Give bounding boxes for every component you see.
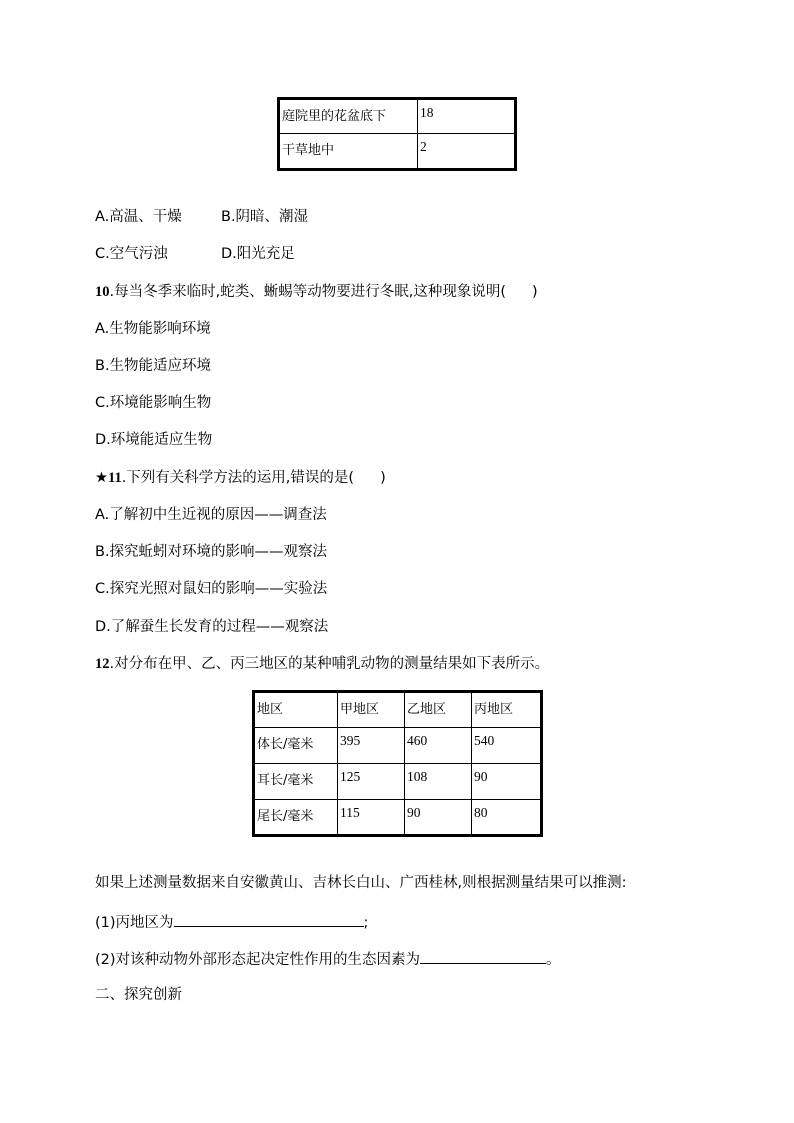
q11-option-d: D.了解蚕生长发育的过程——观察法 [95, 619, 329, 635]
q12-sub1-answer-blank[interactable] [174, 910, 364, 927]
q9-option-d: D.阳光充足 [221, 246, 295, 262]
table-cell: 90 [472, 764, 542, 800]
q9-option-c: C.空气污浊 [95, 246, 168, 262]
section-title: 二、探究创新 [95, 987, 182, 1003]
q10-stem [95, 282, 538, 302]
table-header-cell: 甲地区 [338, 692, 405, 728]
q10-option-b: B.生物能适应环境 [95, 358, 212, 374]
q12-stem [95, 654, 549, 674]
q9-options-row1 [95, 207, 308, 227]
table-cell: 耳长/毫米 [254, 764, 338, 800]
q11-stem [95, 468, 386, 488]
table-cell: 90 [405, 800, 472, 836]
q10-number: 10 [95, 284, 110, 300]
q12-sub2-answer-blank[interactable] [420, 947, 546, 964]
q10-option-a: A.生物能影响环境 [95, 321, 211, 337]
q10-close-paren: ) [531, 284, 538, 300]
table-cell: 干草地中 [279, 134, 418, 170]
q11-option-c: C.探究光照对鼠妇的影响——实验法 [95, 581, 328, 597]
q9-options-row2 [95, 244, 295, 264]
q10-text: .每当冬季来临时,蛇类、蜥蜴等动物要进行冬眠,这种现象说明( [109, 284, 506, 300]
table-cell: 尾长/毫米 [254, 800, 338, 836]
table-row [279, 99, 516, 134]
table-cell: 108 [405, 764, 472, 800]
q12-sub2-suffix: 。 [546, 952, 561, 968]
table-cell: 460 [405, 728, 472, 764]
table-row [254, 764, 542, 800]
table-cell: 庭院里的花盆底下 [279, 99, 418, 134]
measurement-table [252, 690, 543, 837]
table-cell: 2 [418, 134, 516, 170]
table-row [279, 134, 516, 170]
table-cell: 540 [472, 728, 542, 764]
habitat-table [277, 97, 517, 171]
q11-close-paren: ) [380, 470, 386, 486]
q11-text: .下列有关科学方法的运用,错误的是( [121, 470, 355, 486]
q9-option-b: B.阴暗、潮湿 [221, 209, 309, 225]
q10-option-d: D.环境能适应生物 [95, 432, 213, 448]
table-header-cell: 丙地区 [472, 692, 542, 728]
star-icon: ★ [95, 470, 108, 486]
q12-sub2 [95, 947, 561, 970]
q12-sub1-prefix: (1)丙地区为 [95, 915, 174, 931]
q12-sub1-suffix: ; [363, 915, 369, 931]
q12-number: 12 [95, 656, 110, 672]
q11-number: 11 [108, 470, 122, 486]
table-cell: 80 [472, 800, 542, 836]
q12-intro: 如果上述测量数据来自安徽黄山、吉林长白山、广西桂林,则根据测量结果可以推测: [95, 875, 627, 891]
q12-sub2-prefix: (2)对该种动物外部形态起决定性作用的生态因素为 [95, 952, 421, 968]
table-header-row [254, 692, 542, 728]
table-cell: 115 [338, 800, 405, 836]
q12-text: .对分布在甲、乙、丙三地区的某种哺乳动物的测量结果如下表所示。 [109, 656, 550, 672]
q12-sub1 [95, 910, 368, 933]
q11-option-a: A.了解初中生近视的原因——调查法 [95, 507, 327, 523]
table-header-cell: 乙地区 [405, 692, 472, 728]
table-cell: 125 [338, 764, 405, 800]
table-cell: 395 [338, 728, 405, 764]
table-cell: 体长/毫米 [254, 728, 338, 764]
table-header-cell: 地区 [254, 692, 338, 728]
q10-option-c: C.环境能影响生物 [95, 395, 212, 411]
q9-option-a: A.高温、干燥 [95, 209, 182, 225]
table-cell: 18 [418, 99, 516, 134]
q11-option-b: B.探究蚯蚓对环境的影响——观察法 [95, 544, 328, 560]
table-row [254, 728, 542, 764]
table-row [254, 800, 542, 836]
